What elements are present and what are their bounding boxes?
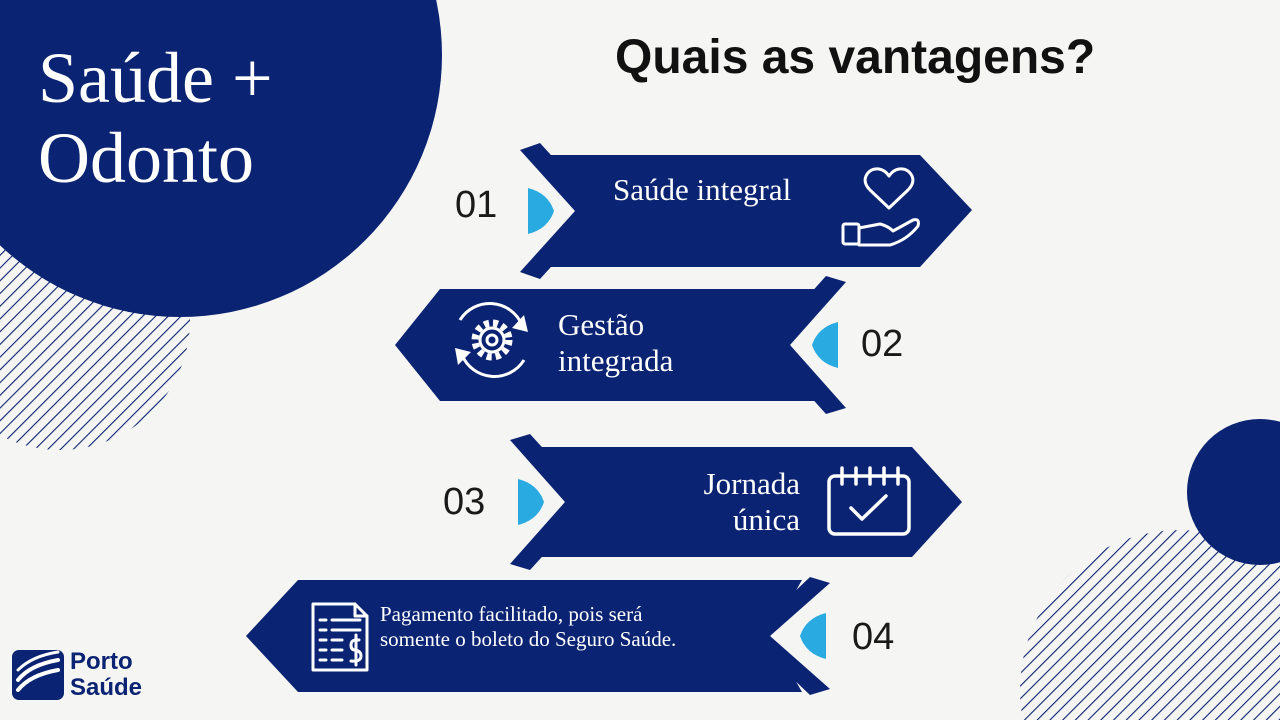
item-03-number: 03 bbox=[443, 481, 486, 523]
item-03-label-line: única bbox=[732, 502, 800, 537]
item-01-marker bbox=[528, 188, 554, 234]
item-01-number: 01 bbox=[455, 184, 498, 226]
slide-title: Quais as vantagens? bbox=[615, 31, 1096, 84]
item-01-arrow bbox=[520, 143, 972, 279]
item-04-label bbox=[380, 602, 676, 652]
title-line-1: Saúde + bbox=[38, 38, 273, 118]
item-04-label-line: Pagamento facilitado, pois será bbox=[380, 602, 643, 626]
logo-line-1: Porto bbox=[70, 648, 133, 675]
item-02-label bbox=[558, 307, 673, 379]
title-line-2: Odonto bbox=[38, 118, 254, 198]
porto-saude-logo-icon bbox=[12, 650, 64, 700]
item-03-label-line: Jornada bbox=[703, 466, 800, 501]
item-02-number: 02 bbox=[861, 323, 904, 365]
logo-line-2: Saúde bbox=[70, 674, 143, 701]
item-02-marker bbox=[812, 322, 838, 368]
porto-saude-logo bbox=[70, 649, 142, 701]
item-03-marker bbox=[518, 479, 544, 525]
item-02-label-line: integrada bbox=[558, 343, 674, 378]
item-01-label bbox=[613, 172, 791, 208]
item-04-number: 04 bbox=[852, 616, 895, 658]
item-03-label bbox=[620, 466, 800, 538]
title-block bbox=[38, 38, 273, 198]
item-01-label-line: Saúde integral bbox=[613, 172, 792, 207]
item-04-marker bbox=[800, 613, 826, 659]
item-04-label-line: somente o boleto do Seguro Saúde. bbox=[380, 627, 677, 651]
item-02-label-line: Gestão bbox=[558, 307, 645, 342]
